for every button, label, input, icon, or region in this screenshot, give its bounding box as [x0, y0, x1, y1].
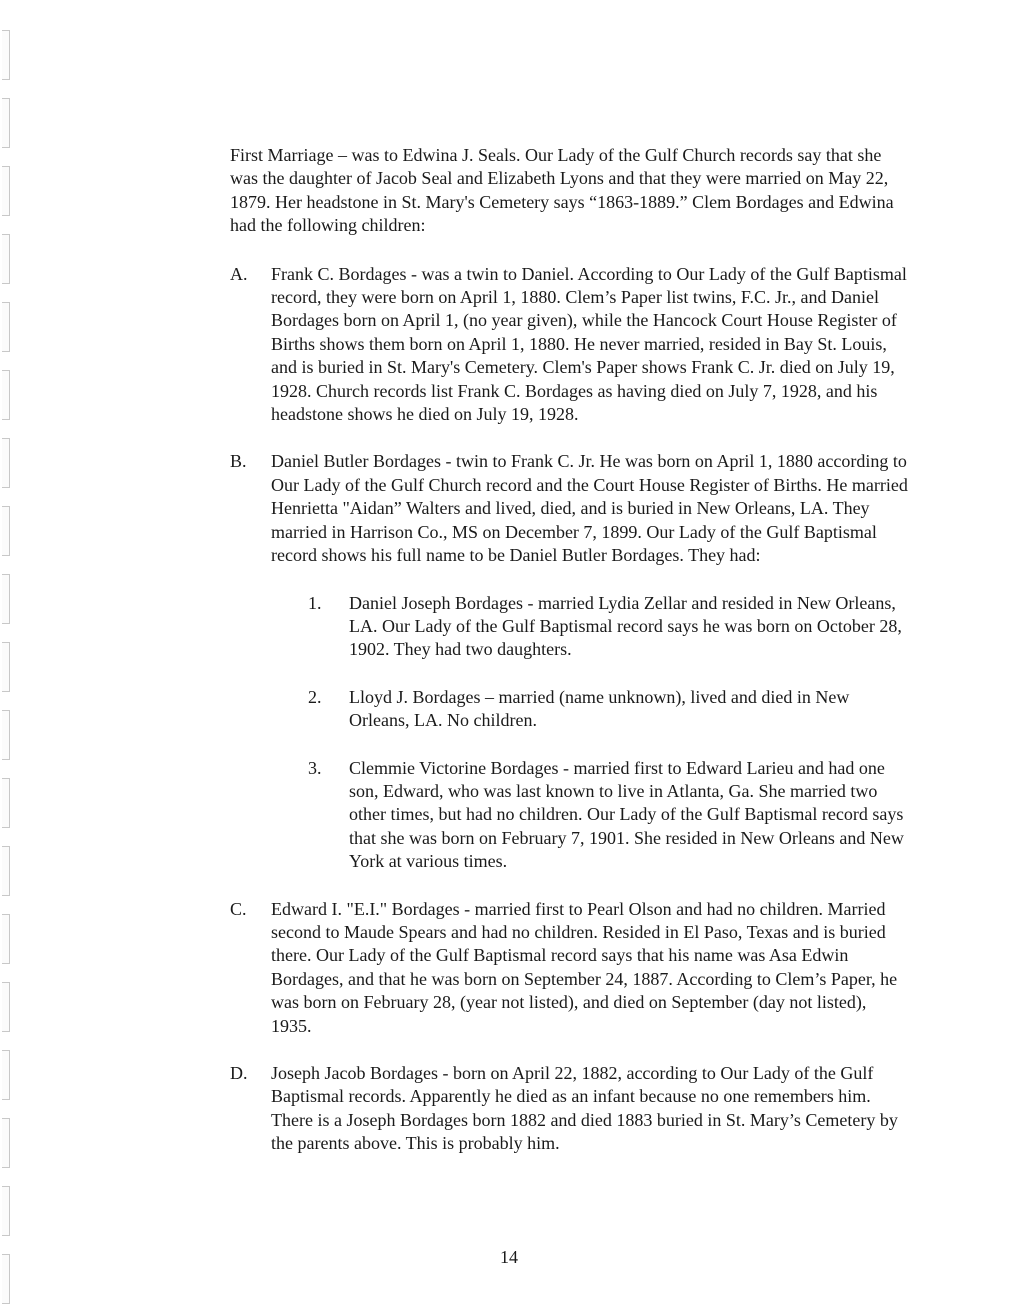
child-item-2 [308, 686, 910, 733]
binder-hole [2, 234, 10, 284]
entry-marker: A. [230, 263, 248, 284]
binder-hole [2, 642, 10, 692]
entry-b [230, 450, 910, 873]
binder-hole [2, 30, 10, 80]
child-text: Lloyd J. Bordages – married (name unknown), lived and died in New Orleans, LA. No children. [349, 686, 850, 731]
child-text: Clemmie Victorine Bordages - married first to Edward Larieu and had one son, Edward, who was last known to live in Atlanta, Ga. She married two other times, but had no children. Our Lady of the Gulf Baptismal record says that she was born on February 7, 1901. She resided in New Orleans and New York at various times. [349, 757, 904, 872]
child-marker: 1. [308, 592, 322, 613]
binder-hole [2, 982, 10, 1032]
binder-hole [2, 166, 10, 216]
entry-text: Joseph Jacob Bordages - born on April 22, 1882, according to Our Lady of the Gulf Baptismal records. Apparently he died as an infant because no one remembers him. There is a Joseph Bordages born 1882 and died 1883 buried in St. Mary’s Cemetery by the parents above. This is probably him. [271, 1063, 898, 1154]
child-item-3 [308, 757, 910, 874]
binder-hole [2, 438, 10, 488]
binder-hole [2, 370, 10, 420]
binder-hole [2, 846, 10, 896]
entry-d [230, 1062, 910, 1156]
document-body [230, 144, 910, 1180]
binder-hole [2, 778, 10, 828]
page-number: 14 [500, 1247, 518, 1267]
binder-hole [2, 914, 10, 964]
entry-c [230, 898, 910, 1038]
child-text: Daniel Joseph Bordages - married Lydia Zellar and resided in New Orleans, LA. Our Lady of the Gulf Baptismal record says he was born on October 28, 1902. They had two daughters. [349, 592, 902, 660]
child-marker: 2. [308, 686, 322, 707]
intro-paragraph: First Marriage – was to Edwina J. Seals. Our Lady of the Gulf Church records say that she was the daughter of Jacob Seal and Elizabeth Lyons and that they were married on May 22, 1879. Her headstone in St. Mary's Cemetery says “1863-1889.” Clem Bordages and Edwina had the following children: [230, 145, 894, 236]
binder-hole-strip [0, 0, 20, 1315]
child-marker: 3. [308, 757, 322, 778]
entry-text: Frank C. Bordages - was a twin to Daniel. According to Our Lady of the Gulf Baptismal record, they were born on April 1, 1880. Clem’s Paper list twins, F.C. Jr., and Daniel Bordages born on April 1, (no year given), while the Hancock Court House Register of Births shows them born on April 1, 1880. He never married, resided in Bay St. Louis, and is buried in St. Mary's Cemetery. Clem's Paper shows Frank C. Jr. died on July 19, 1928. Church records list Frank C. Bordages as having died on July 7, 1928, and his headstone shows he died on July 19, 1928. [271, 263, 907, 425]
entry-marker: B. [230, 451, 247, 472]
binder-hole [2, 710, 10, 760]
entry-text: Edward I. "E.I." Bordages - married first to Pearl Olson and had no children. Married second to Maude Spears and had no children. Resided in El Paso, Texas and is buried there. Our Lady of the Gulf Baptismal record says that his name was Asa Edwin Bordages, and that he was born on September 24, 1887. According to Clem’s Paper, he was born on February 28, (year not listed), and died on September (day not listed), 1935. [271, 898, 898, 1036]
children-list [308, 592, 910, 874]
binder-hole [2, 1050, 10, 1100]
entry-marker: C. [230, 898, 247, 919]
entry-text: Daniel Butler Bordages - twin to Frank C. Jr. He was born on April 1, 1880 according to Our Lady of the Gulf Church record and the Court House Register of Births. He married Henrietta "Aidan” Walters and lived, died, and is buried in New Orleans, LA. They married in Harrison Co., MS on December 7, 1899. Our Lady of the Gulf Baptismal record shows his full name to be Daniel Butler Bordages. They had: [271, 451, 908, 566]
binder-hole [2, 98, 10, 148]
entry-marker: D. [230, 1063, 248, 1083]
binder-hole [2, 506, 10, 556]
binder-hole [2, 1186, 10, 1236]
entry-a [230, 263, 910, 427]
child-item-1 [308, 592, 910, 662]
binder-hole [2, 574, 10, 624]
binder-hole [2, 302, 10, 352]
binder-hole [2, 1118, 10, 1168]
